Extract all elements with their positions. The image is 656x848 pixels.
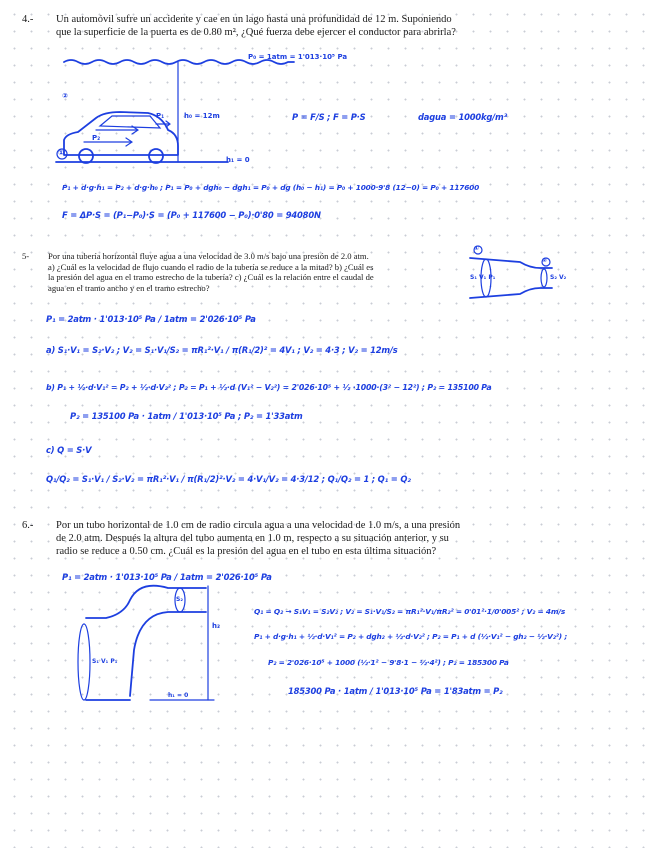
problem-6-line-3: radio se reduce a 0.50 cm. ¿Cuál es la presión del agua en el tubo en esta última situación? [56,546,437,557]
pipe-narrow-label: S₂ V₂ [550,274,567,281]
problem-6-work-line-4: P₂ = 2'026·10⁵ + 1000 (½·1² − 9'8·1 − ½·4²) ; P₂ = 185300 Pa [268,658,509,667]
problem-6-work-line-3: P₁ + d·g·h₁ + ½·d·V₁² = P₂ + dgh₂ + ½·d·V₂² ; P₂ = P₁ + d (½·V₁² − gh₂ − ½·V₂²) ; [254,632,568,641]
pressure-formula: P = F/S ; F = P·S [292,112,366,122]
p2-label: P₂ [92,134,101,142]
point-2-label: ② [62,92,68,100]
problem-6-number: 6.- [22,520,34,531]
water-density: dagua = 1000kg/m³ [418,112,508,122]
problem-4-line-1: Un automóvil sufre un accidente y cae en un lago hasta una profundidad de 12 m. Suponiendo [56,14,452,25]
point-1-label: ① [58,149,64,157]
problem-5-work-line-6: Q₁/Q₂ = S₁·V₁ / S₂·V₂ = πR₁²·V₁ / π(R₁/2)²·V₂ = 4·V₁/V₂ = 4·3/12 ; Q₁/Q₂ = 1 ; Q₁ = Q₂ [46,474,411,484]
problem-5-number: 5- [22,251,30,261]
p1-label: P₁ [156,112,165,120]
bottom-label: h₁ = 0 [226,156,250,164]
tube-inner-curve [130,612,206,696]
problem-4-number: 4.- [22,14,34,25]
tube-left-label: S₁ V₁ P₁ [92,658,118,665]
tube-right-label: S₂ [176,596,183,603]
problem-4-work-line-1: P₁ + d·g·h₁ = P₂ + d·g·h₀ ; P₁ = P₀ + dgh₀ − dgh₁ = P₀ + dg (h₀ − h₁) = P₀ + 1000·9'8 (12−0) = P₀ + 117600 [62,183,480,192]
problem-5-work-line-3: b) P₁ + ½·d·V₁² = P₂ + ½·d·V₂² ; P₂ = P₁ + ½·d (V₁² − V₂²) = 2'026·10⁵ + ½ ·1000·(3² − 12²) ; P₂ = 135100 Pa [46,383,492,392]
problem-5-work-line-1: P₁ = 2atm · 1'013·10⁵ Pa / 1atm = 2'026·10⁵ Pa [46,314,256,324]
problem-4-line-2: que la superficie de la puerta es de 0.80 m², ¿Qué fuerza debe ejercer el conductor para abrirla? [56,27,456,38]
problem-5-line-1: Por una tubería horizontal fluye agua a una velocidad de 3.0 m/s bajo una presión de 2.0 atm. [48,251,369,261]
problem-5-line-2: a) ¿Cuál es la velocidad de flujo cuando el radio de la tubería se reduce a la mitad? b) ¿Cuál es [48,261,374,272]
problem-5-work-line-4: P₂ = 135100 Pa · 1atm / 1'013·10⁵ Pa ; P₂ = 1'33atm [70,411,303,421]
problem-6-work-line-2: Q₁ = Q₂ → S₁V₁ = S₂V₂ ; V₂ = S₁·V₁/S₂ = πR₁²·V₁/πR₂² = 0'01²·1/0'005² ; V₂ = 4m/s [254,607,566,616]
tube-cross-section-1 [78,624,90,700]
problem-4-work-line-2: F = ΔP·S = (P₁−P₀)·S = (P₀ + 117600 − P₀)·0'80 = 94080N [62,210,321,220]
problem-6-line-1: Por un tubo horizontal de 1.0 cm de radio circula agua a una velocidad de 1.0 m/s, a una presión [56,520,461,531]
tube-height-label: h₂ [212,622,221,630]
pipe-point-1-label: ① [474,245,480,252]
problem-5-line-4: agua en el tramo ancho y en el tramo estrecho? [48,282,210,293]
depth-label: h₀ = 12m [184,112,220,120]
surface-pressure-label: P₀ = 1atm = 1'013·10⁵ Pa [248,53,348,61]
problem-6-work-line-5: 185300 Pa · 1atm / 1'013·10⁵ Pa = 1'83atm = P₂ [288,686,503,696]
problem-6-work-line-1: P₁ = 2atm · 1'013·10⁵ Pa / 1atm = 2'026·10⁵ Pa [62,572,272,582]
problem-5-work-line-5: c) Q = S·V [46,445,92,455]
problem-6-line-2: de 2.0 atm. Después la altura del tubo aumenta en 1.0 m, respecto a su situación anterior, y su [56,533,449,544]
pipe-wide-label: S₁ V₁ P₁ [470,274,496,281]
tube-bottom-label: h₁ = 0 [168,692,189,699]
pipe-point-2-label: ② [542,257,548,264]
problem-5-work-line-2: a) S₁·V₁ = S₂·V₂ ; V₂ = S₁·V₁/S₂ = πR₁²·V₁ / π(R₁/2)² = 4V₁ ; V₂ = 4·3 ; V₂ = 12m/s [46,345,398,355]
tube-outer-curve [86,586,206,618]
problem-5-line-3: la presión del agua en el tramo estrecho de la tubería? c) ¿Cuál es la relación entre el caudal de [48,272,374,282]
